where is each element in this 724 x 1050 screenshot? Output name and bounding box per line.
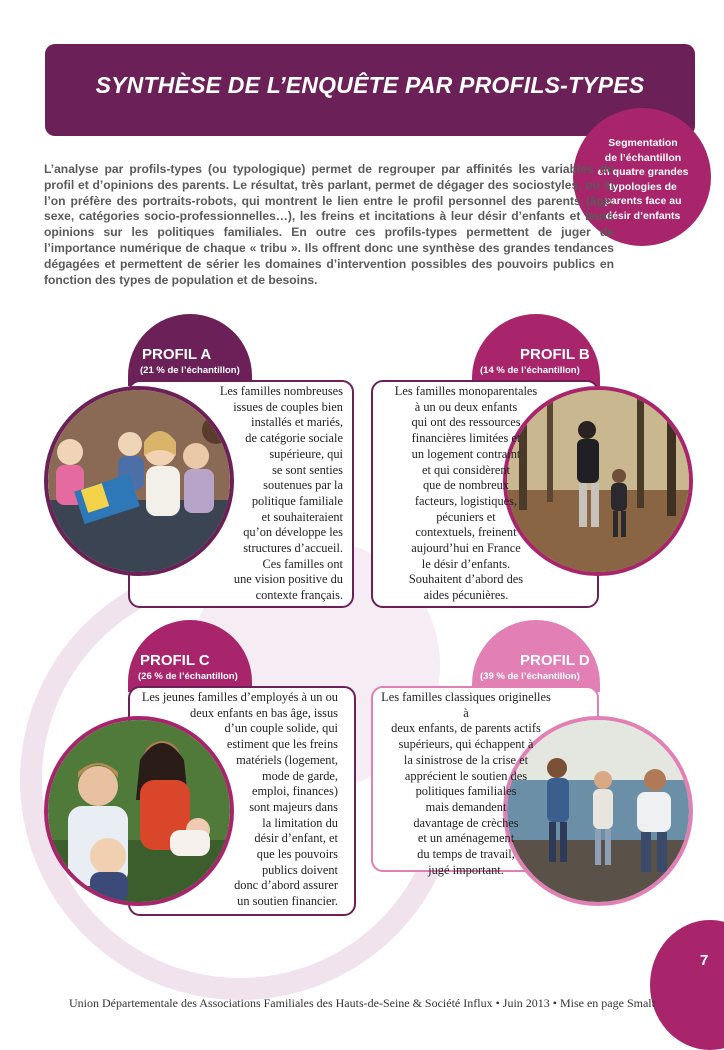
profile-b-title: PROFIL B <box>520 346 590 363</box>
profile-a-text: Les familles nombreuses issues de couples bien installés et mariés, de catégorie sociale supérieure, qui se sont senties soutenues par la politique familiale et souhaiteraient qu’on développe les structures d’accueil. Ces familles ont une vision positive du contexte français. <box>219 384 343 603</box>
profile-b-tab <box>472 314 600 386</box>
page-title: SYNTHÈSE DE L’ENQUÊTE PAR PROFILS-TYPES <box>95 72 645 98</box>
page-number-badge <box>650 920 724 1050</box>
profile-b-share: (14 % de l’échantillon) <box>480 365 580 376</box>
profile-c-text: Les jeunes familles d’employés à un ou deux enfants en bas âge, issus d’un couple solide, qui estiment que les freins matériels (logement, mode de garde, emploi, finances) sont majeurs dans la limitation du désir d’enfant, et que les pouvoirs publics doivent donc d’abord assurer un soutien financier. <box>141 690 338 909</box>
profile-a-title: PROFIL A <box>142 346 212 363</box>
intro-paragraph: L’analyse par profils-types (ou typologique) permet de regrouper par affinités les variables de profil et d’opinions des parents. Le résultat, très parlant, permet de dégager des sociostyles, ou si l’on préfère des portraits-robots, qui montrent le lien entre le profil personnel des parents (âge, sexe, catégories socio-professionnelles…), les freins et incitations à leur désir d’enfants et leurs opinions sur les politiques familiales. En outre ces profils-types permettent de juger de l’importance numérique de chaque « tribu ». Ils offrent donc une synthèse des grandes tendances dégagées et permettent de sérier les domaines d’intervention possibles des pouvoirs publics en fonction des types de population et de besoins. <box>44 162 614 287</box>
footer-credits: Union Départementale des Associations Familiales des Hauts-de-Seine & Société Influx • Juin 2013 • Mise en page Smalt <box>69 996 655 1010</box>
profile-c-share: (26 % de l’échantillon) <box>138 671 238 682</box>
profile-b-text: Les familles monoparentales à un ou deux enfants qui ont des ressources financières limitées et un logement contraint et qui considèrent que de nombreux facteurs, logistiques, pécuniers et contextuels, freinent aujourd’hui en France le désir d’enfants. Souhaitent d’abord des aides pécunières. <box>394 384 538 603</box>
profile-a-tab <box>128 314 252 386</box>
profile-c-title: PROFIL C <box>140 652 210 669</box>
profile-d-text: Les familles classiques originelles à deux enfants, de parents actifs supérieurs, qui échappent à la sinistrose de la crise et apprécient le soutien des politiques familiales mais demandent davantage de crèches et un aménagement du temps de travail, jugé important. <box>381 690 551 877</box>
profile-d-share: (39 % de l’échantillon) <box>480 671 580 682</box>
profile-d-tab <box>472 620 600 692</box>
profile-d-title: PROFIL D <box>520 652 590 669</box>
segment-badge-text: Segmentation de l’échantillon en quatre grandes typologies de parents face au désir d’enfants <box>597 137 689 222</box>
page-number: 7 <box>700 952 709 969</box>
profile-a-share: (21 % de l’échantillon) <box>140 365 240 376</box>
